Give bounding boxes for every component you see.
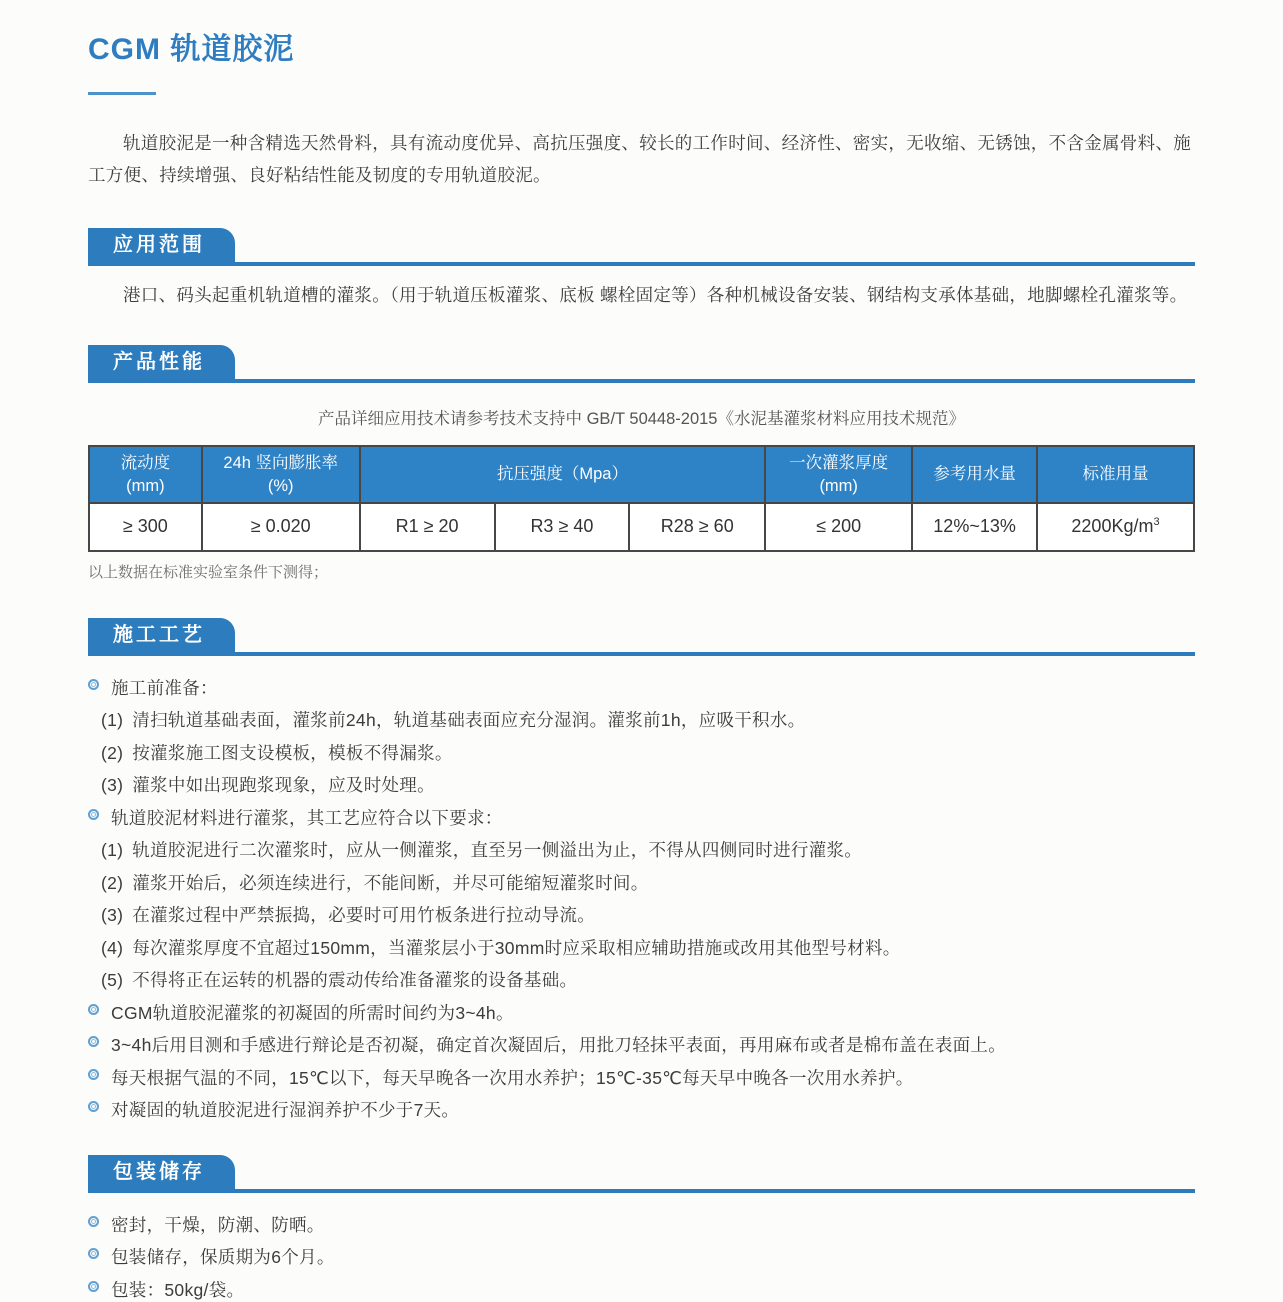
section-tag-packaging: 包装储存 <box>88 1155 235 1189</box>
application-body: 港口、码头起重机轨道槽的灌浆。（用于轨道压板灌浆、底板 螺栓固定等）各种机械设备安装、钢结构支承体基础，地脚螺栓孔灌浆等。 <box>123 284 1188 305</box>
list-item: (1) 清扫轨道基础表面，灌浆前24h，轨道基础表面应充分湿润。灌浆前1h，应吸干积水。 <box>88 708 1195 733</box>
list-item: 每天根据气温的不同，15℃以下，每天早晚各一次用水养护；15℃-35℃每天早中晚各一次用水养护。 <box>88 1066 1195 1091</box>
list-item: (3) 灌浆中如出现跑浆现象，应及时处理。 <box>88 773 1195 798</box>
list-item: 密封，干燥，防潮、防晒。 <box>88 1213 1195 1238</box>
value-r1: R1 ≥ 20 <box>360 503 495 551</box>
col-header-expansion: 24h 竖向膨胀率 (%) <box>202 446 360 503</box>
value-thickness: ≤ 200 <box>765 503 912 551</box>
section-tag-application: 应用范围 <box>88 228 235 262</box>
bullet-ring-icon <box>88 1036 99 1047</box>
value-r28: R28 ≥ 60 <box>629 503 765 551</box>
section-header-performance <box>88 345 1195 383</box>
performance-spec-table <box>88 445 1195 552</box>
item-number: (1) <box>101 840 124 861</box>
item-number: (2) <box>101 742 124 763</box>
section-tag-performance: 产品性能 <box>88 345 235 379</box>
list-item: (2) 灌浆开始后，必须连续进行，不能间断，并尽可能缩短灌浆时间。 <box>88 871 1195 896</box>
item-number: (1) <box>101 710 124 731</box>
packaging-list <box>88 1213 1195 1302</box>
item-number: (4) <box>101 937 124 958</box>
bullet-ring-icon <box>88 679 99 690</box>
list-item: (4) 每次灌浆厚度不宜超过150mm，当灌浆层小于30mm时应采取相应辅助措施或改用其他型号材料。 <box>88 936 1195 961</box>
value-water: 12%~13% <box>912 503 1037 551</box>
col-header-standard-dosage: 标准用量 <box>1037 446 1194 503</box>
value-expansion: ≥ 0.020 <box>202 503 360 551</box>
section-tag-process: 施工工艺 <box>88 618 235 652</box>
bullet-ring-icon <box>88 809 99 820</box>
bullet-ring-icon <box>88 1004 99 1015</box>
process-list <box>88 676 1195 1123</box>
col-header-compressive-strength: 抗压强度（Mpa） <box>360 446 766 503</box>
product-intro: 轨道胶泥是一种含精选天然骨料，具有流动度优异、高抗压强度、较长的工作时间、经济性、密实，无收缩、无锈蚀，不含金属骨料、施工方便、持续增强、良好粘结性能及韧度的专用轨道胶泥。 <box>88 133 1191 186</box>
bullet-ring-icon <box>88 1248 99 1259</box>
section-header-packaging <box>88 1155 1195 1193</box>
list-item: (5) 不得将正在运转的机器的震动传给准备灌浆的设备基础。 <box>88 968 1195 993</box>
list-item: 轨道胶泥材料进行灌浆，其工艺应符合以下要求： <box>88 806 1195 831</box>
item-number: (3) <box>101 775 124 796</box>
performance-reference-note: 产品详细应用技术请参考技术支持中 GB/T 50448-2015《水泥基灌浆材料应用技术规范》 <box>318 409 965 428</box>
item-number: (3) <box>101 905 124 926</box>
bullet-ring-icon <box>88 1101 99 1112</box>
list-item: (3) 在灌浆过程中严禁振捣，必要时可用竹板条进行拉动导流。 <box>88 903 1195 928</box>
value-fluidity: ≥ 300 <box>89 503 202 551</box>
list-item: 对凝固的轨道胶泥进行湿润养护不少于7天。 <box>88 1098 1195 1123</box>
table-value-row <box>89 503 1194 551</box>
col-header-fluidity: 流动度 (mm) <box>89 446 202 503</box>
list-item: CGM轨道胶泥灌浆的初凝固的所需时间约为3~4h。 <box>88 1001 1195 1026</box>
table-header-row <box>89 446 1194 503</box>
list-item: 包装：50kg/袋。 <box>88 1278 1195 1302</box>
dosage-superscript: 3 <box>1153 516 1160 529</box>
item-number: (5) <box>101 970 124 991</box>
table-footnote: 以上数据在标准实验室条件下测得； <box>88 563 329 581</box>
list-item: (1) 轨道胶泥进行二次灌浆时，应从一侧灌浆，直至另一侧溢出为止，不得从四侧同时进行灌浆。 <box>88 838 1195 863</box>
section-header-application <box>88 228 1195 266</box>
item-number: (2) <box>101 872 124 893</box>
page-title: CGM 轨道胶泥 <box>88 33 295 66</box>
list-item: 包装储存，保质期为6个月。 <box>88 1245 1195 1270</box>
col-header-grout-thickness: 一次灌浆厚度 (mm) <box>765 446 912 503</box>
list-item: 3~4h后用目测和手感进行辩论是否初凝，确定首次凝固后，用批刀轻抹平表面，再用麻布或者是棉布盖在表面上。 <box>88 1033 1195 1058</box>
list-item: 施工前准备： <box>88 676 1195 701</box>
value-r3: R3 ≥ 40 <box>495 503 630 551</box>
section-header-process <box>88 618 1195 656</box>
bullet-ring-icon <box>88 1281 99 1292</box>
col-header-water-amount: 参考用水量 <box>912 446 1037 503</box>
bullet-ring-icon <box>88 1069 99 1080</box>
bullet-ring-icon <box>88 1216 99 1227</box>
value-dosage: $2200Kg/m^3$ <box>1037 503 1194 551</box>
list-item: (2) 按灌浆施工图支设模板，模板不得漏浆。 <box>88 741 1195 766</box>
title-underline <box>88 92 156 95</box>
